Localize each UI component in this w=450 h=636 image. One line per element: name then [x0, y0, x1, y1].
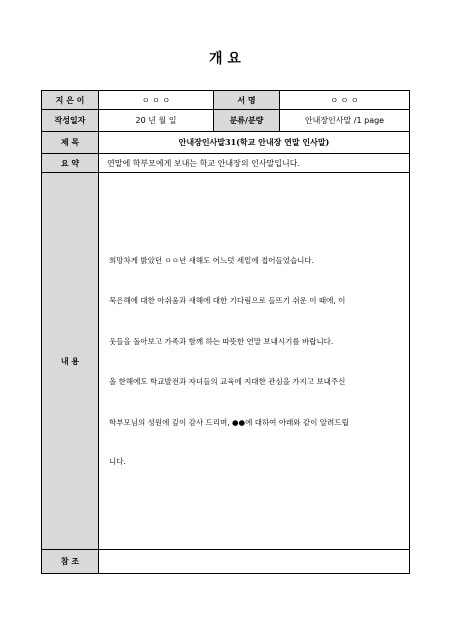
signature-value: ㅇ ㅇ ㅇ — [280, 91, 410, 110]
summary-label: 요 약 — [42, 154, 99, 173]
overview-form-table — [41, 90, 410, 574]
content-row — [42, 173, 410, 550]
reference-value — [99, 550, 410, 574]
content-line: 학부모님의 성원에 깊이 감사 드리며, ●●에 대하여 아래와 같이 알려드립 — [109, 418, 349, 427]
content-body — [99, 173, 410, 550]
summary-value: 연말에 학부모에게 보내는 학교 안내장의 인사말입니다. — [99, 154, 410, 173]
date-row — [42, 110, 410, 132]
category-label: 분류/분량 — [214, 110, 280, 132]
subject-value: 안내장인사말31(학교 안내장 연말 인사말) — [99, 132, 410, 154]
content-line: 니다. — [109, 457, 126, 466]
subject-label: 제 목 — [42, 132, 99, 154]
content-line: 묵은해에 대한 아쉬움과 새해에 대한 기다림으로 들뜨기 쉬운 이 때에, 이 — [109, 296, 346, 305]
author-label: 지 은 이 — [42, 91, 99, 110]
date-label: 작성일자 — [42, 110, 99, 132]
subject-row — [42, 132, 410, 154]
content-line: 웃들을 돌아보고 가족과 함께 하는 따뜻한 연말 보내시기를 바랍니다. — [109, 337, 334, 346]
content-line: 희망차게 밝았던 ㅇㅇ년 새해도 어느덧 세밑에 접어들었습니다. — [109, 256, 315, 265]
signature-label: 서 명 — [214, 91, 280, 110]
author-row — [42, 91, 410, 110]
category-value: 안내장인사말 /1 page — [280, 110, 410, 132]
reference-row — [42, 550, 410, 574]
author-value: ㅇ ㅇ ㅇ — [99, 91, 214, 110]
date-value: 20 년 월 일 — [99, 110, 214, 132]
reference-label: 참 조 — [42, 550, 99, 574]
content-line: 올 한해에도 학교발전과 자녀들의 교육에 지대한 관심을 가지고 보내주신 — [109, 377, 346, 386]
document-title: 개 요 — [209, 51, 241, 67]
summary-row — [42, 154, 410, 173]
content-label: 내 용 — [42, 173, 99, 550]
